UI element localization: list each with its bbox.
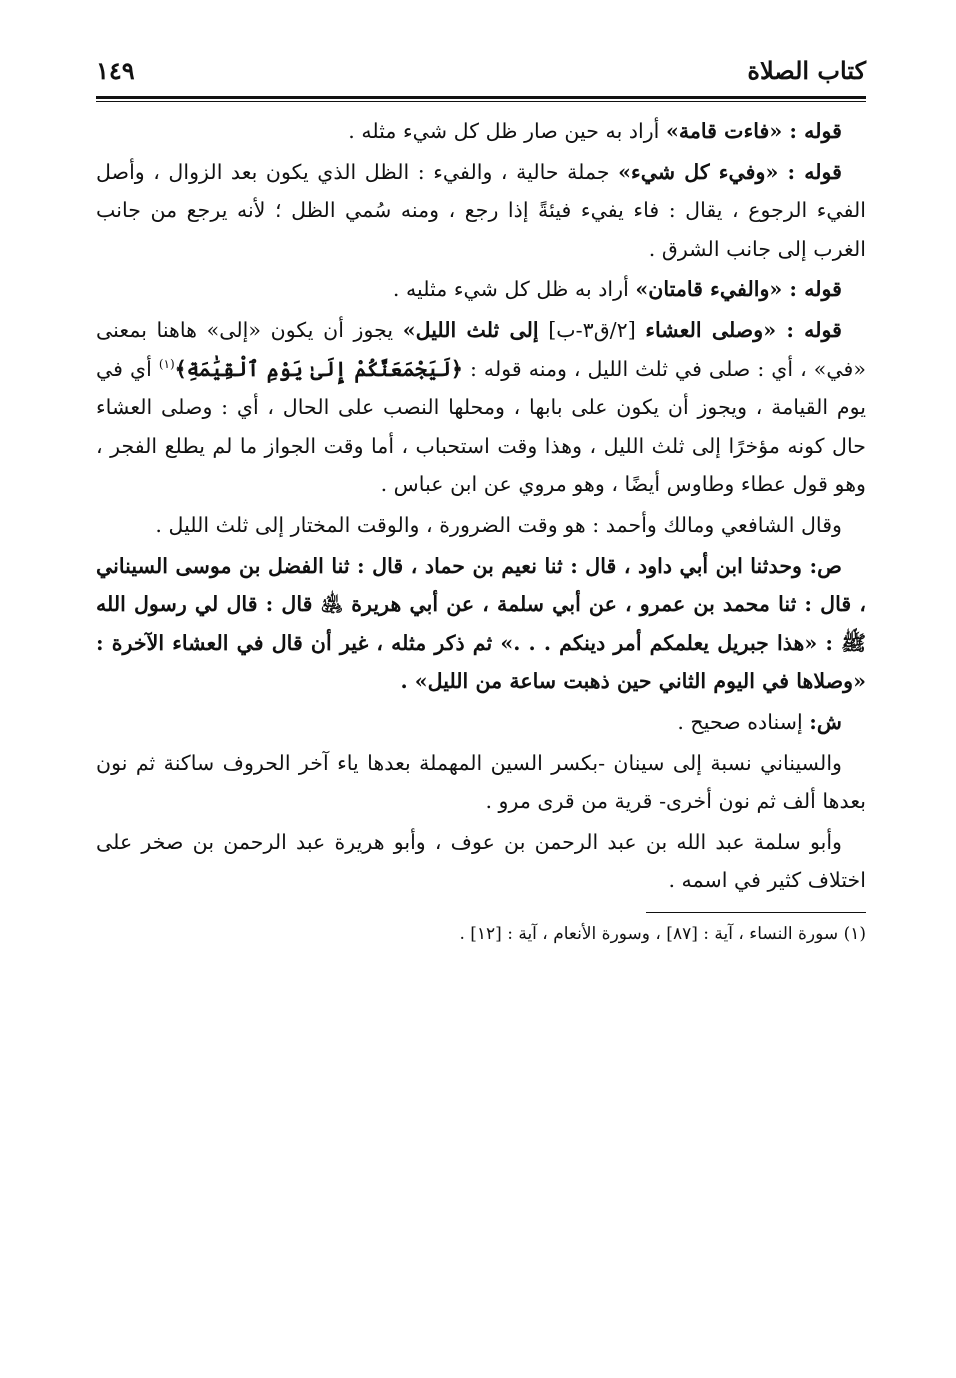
quoted-phrase: قوله : «فاءت قامة» [665,119,842,143]
paragraph [96,270,866,309]
paragraph-text: جملة حالية ، والفيء : الظل الذي يكون بعد الزوال ، وأصل الفيء الرجوع ، يقال : فاء يفيء فيئةً إذا رجع ، ومنه سُمي الظل ؛ لأنه يرجع من جانب الغرب إلى جانب الشرق . [96,159,866,261]
paragraph-text-cont: أي في يوم القيامة ، ويجوز أن يكون على بابها ، ومحلها النصب على الحال ، أي : وصلى العشاء حال كونه مؤخرًا إلى ثلث الليل ، وهذا وقت استحباب ، أما وقت الجواز ما لم يطلع الفجر ، وهو قول عطاء وطاوس أيضًا ، وهو مروي عن ابن عباس . [96,356,866,497]
manuscript-ref: [٢/ق٣-ب] [538,317,646,342]
paragraph-text: والسيناني نسبة إلى سينان -بكسر السين المهملة بعدها ياء آخر الحروف ساكنة ثم نون بعدها ألف ثم نون أخرى- قرية من قرى مرو . [96,750,866,814]
paragraph-text: يجوز أن يكون «إلى» هاهنا بمعنى «في» ، أي : صلى في ثلث الليل ، ومنه قوله : [96,317,866,381]
paragraph-text: وأبو سلمة عبد الله بن عبد الرحمن بن عوف ، وأبو هريرة عبد الرحمن بن صخر على اختلاف كثير في اسمه . [96,829,866,893]
paragraph [96,311,866,504]
footnote: (١) سورة النساء ، آية : [٨٧] ، وسورة الأنعام ، آية : [١٢] . [459,923,866,944]
quoted-phrase-end: إلى ثلث الليل» [402,317,539,342]
main-text [96,112,866,900]
quoted-phrase: قوله : «والفيء قامتان» [635,277,842,302]
commentary-marker: ش: [809,709,842,734]
chapter-title: كتاب الصلاة [747,56,866,85]
paragraph [96,112,866,151]
quoted-phrase: قوله : «وصلى العشاء [645,317,842,342]
quoted-phrase: قوله : «وفيء كل شيء» [618,159,842,184]
paragraph [96,703,866,742]
paragraph-text: أراد به ظل كل شيء مثليه . [392,277,636,302]
hadith-text [96,547,866,701]
footnote-rule [646,912,866,913]
header-rule [96,96,866,102]
paragraph-text: وقال الشافعي ومالك وأحمد : هو وقت الضرورة ، والوقت المختار إلى ثلث الليل . [155,512,842,537]
paragraph-text: إسناده صحيح . [677,709,810,734]
running-header [96,52,866,92]
hadith-text-content: ص: وحدثنا ابن أبي داود ، قال : ثنا نعيم بن حماد ، قال : ثنا الفضل بن موسى السيناني ، قال : ثنا محمد بن عمرو ، عن أبي سلمة ، عن أبي هريرة ﵁ قال : قال لي رسول الله ﷺ : «هذا جبريل يعلمكم أمر دينكم . . .» ثم ذكر مثله ، غير أن قال في العشاء الآخرة : «وصلاها في اليوم الثاني حين ذهبت ساعة من الليل» . [96,553,866,694]
paragraph-text: أراد به حين صار ظل كل شيء مثله . [348,119,666,143]
quran-verse: ﴿لَيَجْمَعَنَّكُمْ إِلَىٰ يَوْمِ ٱلْقِيَٰمَةِ﴾ [174,356,463,381]
paragraph [96,506,866,545]
page-number: ١٤٩ [96,56,135,85]
paragraph [96,744,866,821]
paragraph [96,153,866,269]
footnote-marker[interactable]: (١) [158,356,175,371]
paragraph [96,823,866,900]
page [96,52,866,949]
